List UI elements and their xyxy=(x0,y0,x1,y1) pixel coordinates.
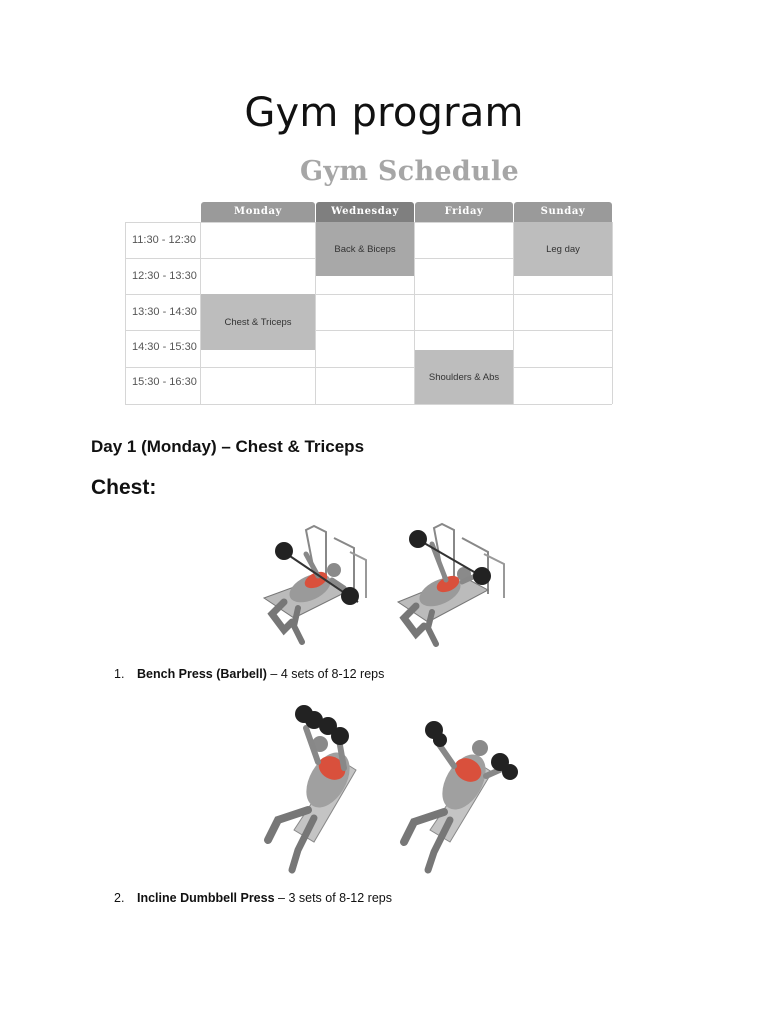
session-block-monday: Chest & Triceps xyxy=(201,294,315,350)
grid-line xyxy=(125,330,612,331)
bench-press-pose-2 xyxy=(398,524,504,644)
document-title: Gym program xyxy=(244,90,524,136)
grid-line xyxy=(125,222,126,404)
time-label: 15:30 - 16:30 xyxy=(132,376,197,388)
exercise-item xyxy=(114,891,392,905)
grid-line xyxy=(125,294,612,295)
bench-press-illustration xyxy=(254,518,524,652)
grid-line xyxy=(125,367,612,368)
exercise-detail: – 3 sets of 8-12 reps xyxy=(274,891,392,905)
day1-heading: Day 1 (Monday) – Chest & Triceps xyxy=(91,437,365,456)
grid-line xyxy=(125,404,612,405)
day-header-sunday: Sunday xyxy=(514,202,612,222)
exercise-number: 1. xyxy=(114,667,125,681)
grid-line xyxy=(612,222,613,404)
incline-press-pose-1 xyxy=(268,705,359,870)
incline-press-pose-2 xyxy=(404,721,518,870)
session-block-sunday: Leg day xyxy=(514,222,612,276)
exercise-number: 2. xyxy=(114,891,125,905)
exercise-name: Bench Press (Barbell) xyxy=(137,667,267,681)
session-block-friday: Shoulders & Abs xyxy=(415,350,513,404)
chest-section-heading: Chest: xyxy=(91,476,157,499)
schedule-title: Gym Schedule xyxy=(300,156,520,187)
gym-schedule-table xyxy=(120,140,616,412)
time-label: 11:30 - 12:30 xyxy=(132,234,197,246)
exercise-name: Incline Dumbbell Press xyxy=(137,891,275,905)
day-header-friday: Friday xyxy=(415,202,513,222)
day-header-wednesday: Wednesday xyxy=(316,202,414,222)
exercise-item xyxy=(114,667,384,681)
day-header-monday: Monday xyxy=(201,202,315,222)
time-label: 14:30 - 15:30 xyxy=(132,341,197,353)
bench-press-pose-1 xyxy=(264,526,366,642)
incline-dumbbell-press-illustration xyxy=(248,700,520,880)
time-label: 12:30 - 13:30 xyxy=(132,270,197,282)
time-label: 13:30 - 14:30 xyxy=(132,306,197,318)
exercise-detail: – 4 sets of 8-12 reps xyxy=(266,667,385,681)
session-block-wednesday: Back & Biceps xyxy=(316,222,414,276)
